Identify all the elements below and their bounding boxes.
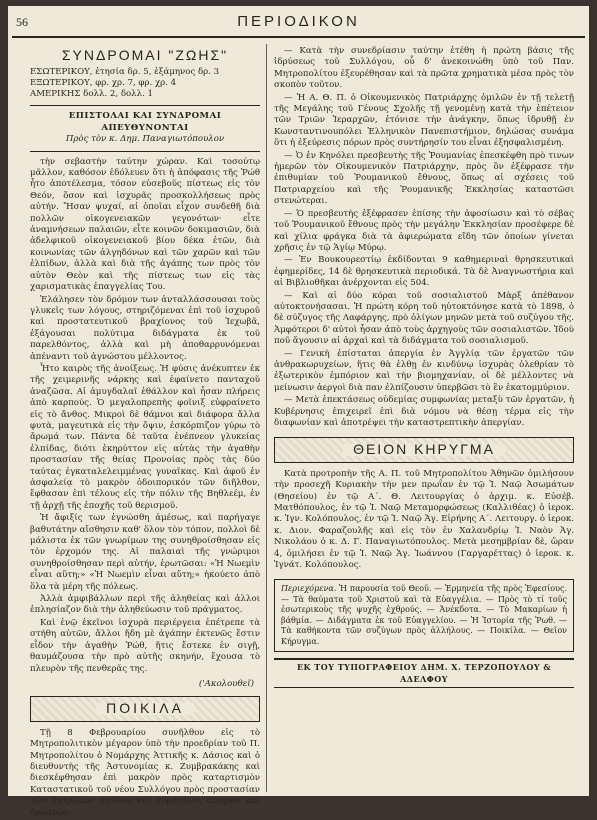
article-paragraph: Καὶ ἐνῷ ἐκεῖνοι ἰσχυρὰ περιέργεια ἐπέτρεπε τὰ στήθη αὐτῶν, ἄλλοι ἤδη μὲ ἀγάπην ἐκτενῶς ἔστιν εἶδον τὴν ἀγαθὴν Ῥώθ, ἥτις ἔστεκε ἐν σιγῇ, θαυμάζουσα τὴν πρὸ αὐτῆς σκηνήν, ἔχουσα τὸ πλευρὸν τῆς πενθερᾶς της. <box>30 617 260 674</box>
news-item: — Γενικὴ ἐπίσταται ἀπεργία ἐν Ἀγγλίᾳ τῶν ἐργατῶν τῶν ἀνθρακωρυχείων, ἥτις θὰ ἐλθῃ ἐν κινδύνῳ ἰσχυρὰς ὀλεθρίαν τὸ ἐξωτερικὸν ἐμπόριον καὶ τὴν βιομηχανίαν, οἱ δὲ μέλλοντες νὰ μείνωσιν ἀεργοὶ διὰ παν ἐλπίζουσιν ὑπερβῶσι τὸ ἓν ἑκατομμύριον. <box>274 348 574 393</box>
contents-list: Ἡ παρουσία τοῦ Θεοῦ. — Ἑρμηνεία τῆς πρὸς Ἐφεσίους. — Τὰ θαύματα τοῦ Χριστοῦ καὶ τὰ Εὐαγγέλια. — Πρὸς τὸ τί τοῦς ἐσωτερικοὺς τῆς ψυχῆς ἐχθρούς. — Ἀνέκδοτα. — Τὸ Μακαρίων ἡ βάθμία. — Διδάγματα ἐκ τοῦ Εὐαγγελίου. — Ἡ Ἱστορία τῆς Ῥωθ. — Τὰ καθήκοντα τῶν συζύγων πρὸς ἀλλήλους. — Ποικίλα. — Θεῖον Κήρυγμα. <box>281 584 568 646</box>
continued-note: ('Ακολουθεῖ) <box>198 678 254 689</box>
column-divider <box>266 44 267 792</box>
newspaper-page <box>8 6 589 818</box>
correspondence-heading: ΕΠΙΣΤΟΛΑΙ ΚΑΙ ΣΥΝΔΡΟΜΑΙ ΑΠΕΥΘΥΝΟΝΤΑΙ <box>68 111 222 133</box>
poikila-title: ΠΟΙΚΙΛΑ <box>96 703 194 714</box>
journal-title: ΠΕΡΙΟΔΙΚΟΝ <box>237 13 360 30</box>
contents-box <box>274 579 574 652</box>
rate-row: ΕΞΩΤΕΡΙΚΟΥ, φρ. χρ. 7, φρ. χρ. 4 <box>30 78 177 89</box>
poikila-banner <box>30 696 260 721</box>
news-item: — Ἡ Α. Θ. Π. ὁ Οἰκουμενικὸς Πατριάρχης ὁμιλῶν ἐν τῇ τελετῇ τῆς Μεγάλης τοῦ Γένους Σχολῆς τῇ γενομένῃ κατὰ τὴν ἐπέτειον τῶν Τριῶν Ἱεραρχῶν, ἐτόνισε τὴν ἀνάγκην, ὅπως ἱδρυθῇ ἐν Κωνσταντινουπόλει Ἑλληνικὸν Πανεπιστήμιον, δηλώσας συνάμα ὅτι ἡ ἐξεύρεσις πόρων πρὸς συντήρησίν του εἶναι ἐξησφαλισμένη. <box>274 92 574 149</box>
page-header <box>8 10 589 36</box>
section-rule <box>30 105 260 106</box>
kerygma-banner <box>274 437 574 462</box>
kerygma-paragraph: Κατὰ προτροπὴν τῆς Α. Π. τοῦ Μητροπολίτου Ἀθηνῶν ὁμιλήσουν τὴν προσεχῆ Κυριακὴν τὴν μεν πρωΐαν ἐν τῷ Ἱ. Ναῷ Ἀσωμάτων (Θησείου) ἐν τῷ Α΄. Θ. Λειτουργίας ὁ ἀρχιμ. κ. Εὐσέβ. Ματθόπουλος, ἐν τῷ Ἱ. Ναῷ Μεταμορφώσεως (Καλλιθέας) ὁ ἱεροκ. κ. Ἰγν. Κολόπουλος, ἐν τῷ Ἱ. Ναῷ Ἁγ. Εἰρήνης Α΄. Λειτουργ. ὁ ἱεροκ. κ. Διον. Φαραζουλῆς καὶ εἰς τὸν ἐν Χαλανδρίῳ Ἱ. Ναὸν Ἁγ. Νικολάου ὁ κ. Δ. Γ. Παναγιωτόπουλος. Μετὰ μεσημβρίαν δὲ, ὥραν 4, ὁμιλήσει ἐν τῷ Ἱ. Ναῷ Ἁγ. Ἰωάννου (Γαργαρέττας) ὁ ἱεροκ. κ. Ἰγνάτ. Κολόπουλος. <box>274 468 574 571</box>
news-item: — Ὁ ἐν Κηνόλει πρεσβευτὴς τῆς Ῥουμανίας ἐπεσκέφθη πρὸ τινων ἡμερῶν τὸν Οἰκουμενικὸν Πατριάρχην, πρὸς ὃν ἐξέφρασε τὴν ἐπιθυμίαν τοῦ Ῥουμανικοῦ ἔθνους, ὅπως αἱ σχέσεις τοῦ Πατριαρχείου καὶ τῆς Ῥουμανικῆς Ἐκκλησίας καταστῶσι στενώτεραι. <box>274 150 574 207</box>
page-number: 56 <box>16 15 28 29</box>
news-item: — Ὁ πρεσβευτὴς ἐξέφρασεν ἐπίσης τὴν ἀφοσίωσιν καὶ τὸ σέβας τοῦ Ῥουμανικοῦ ἔθνους πρὸς τὴν μεγάλην Ἐκκλησίαν προσέφερε δὲ καὶ χίλια φράγκα διὰ τὰ ἀφιερώματα εἴδη τῶν ὁποίων γίνεται χρῆσις ἐν τῷ Ἁγίῳ Μύρῳ. <box>274 208 574 253</box>
correspondence-addressee: Πρὸς τὸν κ. Δημ. Παναγιωτόπουλον <box>65 134 225 145</box>
article-paragraph: Ἀλλὰ ἀμφιβάλλων περὶ τῆς ἀληθείας καὶ ἀλλοι ἐπλησίαζον διὰ τὴν ἀληθεύωσιν τοῦ πράγματος. <box>30 594 260 616</box>
article-paragraph: τὴν σεβαστὴν ταύτην χώραν. Καὶ τοσούτῳ μᾶλλον, καθόσον ἐδόλευεν ὅτι ἡ ἀπόφασις τῆς Ῥώθ ἦτο ἀποτέλεσμα, τόσον εὐσεβοῦς πίστεως εἰς τὸν Θεόν, ὅσον καὶ ἰσχυρᾶς προσκολλήσεως πρὸς αὐτήν. Ἤσαν ψυχαί, αἱ ὁποῖαι εἶχον συνδεθῆ διὰ πολλῶν οἰκογενειακῶν γεγονότων· εἶτε ἀναμνήσεων παλαιῶν, εἶτε κοινῶν δοκιμασιῶν, διὰ ἀδελφικοῦ οἰκογενειακοῦ βίου δέκα ἐτῶν, διὰ κοινωνίας τῶν ἀλγηδόνων καὶ τῶν χαρῶν καὶ τῶν ἐλπίδων, ἀλλὰ καὶ διὰ τῆς ἀγάπης των πρὸς τὸν αὐτὸν Θεὸν καὶ τῆς πίστεως των εἰς τὰς χαρισματικὰς ἐπαγγελίας Του. <box>30 156 260 293</box>
subscriptions-banner: ΣΥΝΔΡΟΜΑΙ "ΖΩΗΣ" <box>61 47 229 63</box>
news-item: — Ἐν Βουκουρεστίῳ ἐκδίδονται 9 καθημεριναὶ θρησκευτικαὶ ἐφημερίδες, 14 δὲ θρησκευτικὰ περιοδικά. Τὰ δὲ Ἀναγνωστήρια καὶ αἱ Βιβλιοθῆκαι ἀνέρχονται εἰς 504. <box>274 255 574 289</box>
right-column <box>274 46 574 688</box>
news-item: — Μετὰ ἐπεκτάσεως οὐδεμίας συμφωνίας μεταξὺ τῶν ἐργατῶν, ἡ Κυβέρνησις ἐπιχειρεῖ ἐπὶ διὰ νόμου νὰ θέσῃ τέρμα εἰς τὴν διαφωνίαν καὶ ἀποτρέψει τὴν καταστρεπτικὴν ἀπεργίαν. <box>274 395 574 428</box>
article-paragraph: Ἐλάλησεν τὸν δρόμον των ἀνταλλάσσουσαι τοὺς γλυκεῖς των λόγους, στηριζόμεναι ἐπὶ τοῦ ἰσχυροῦ καὶ προστατευτικοῦ βραχίονος τοῦ Ἰεχωβᾶ, ἐξάγουσαι πολύτιμα διδάγματα ἐκ τοῦ παρελθόντος, ἀλλὰ καὶ μὴ ἀποθαρρυνόμεναι ἀπέναντι τοῦ ἀγνώστου μέλλοντος. <box>30 294 260 362</box>
news-item: — Κατὰ τὴν συνεδρίασιν ταύτην ἐτέθη ἡ πρώτη βάσις τῆς ἱδρύσεως τοῦ Συλλόγου, οὗ δ' ἀνεκοινώθη ὑπὸ τοῦ Παν. Μητροπολίτου ἐξευρέθησαν καὶ τὰ πρῶτα χρηματικὰ μέσα πρὸς τὸν σκοπὸν τοῦτον. <box>274 46 574 91</box>
printer-imprint: ΕΚ ΤΟΥ ΤΥΠΟΓΡΑΦΕΙΟΥ ΔΗΜ. Χ. ΤΕΡΖΟΠΟΥΛΟΥ & ΑΔΕΛΦΟΥ <box>274 658 574 688</box>
news-item: — Καὶ αἱ δύο κόραι τοῦ σοσιαλιστοῦ Μὰρξ ἀπέθανον αὐτοκτονήσασαι. Ἡ πρώτη κόρη τοῦ ηὐτοκτόνησε κατὰ τὸ 1898, ὁ δὲ σύζυγος τῆς Λαφάργης, πρὸ ὀλίγων μηνῶν μετὰ τοῦ συζύγου τῆς. Ἀμφότεροι δ' αὐτοὶ ἦσαν ἀπὸ τοὺς ἀρχηγοὺς τῶν σοσιαλιστῶν. Ἰδοὺ ποῦ ἄγουσιν αἱ ἀρχαὶ καὶ τὰ διδάγματα τοῦ σοσιαλισμοῦ. <box>274 290 574 347</box>
rate-row: ΑΜΕΡΙΚΗΣ δολλ. 2, δολλ. 1 <box>30 89 153 100</box>
article-paragraph: Ἦτο καιρὸς τῆς ἀνοίξεως. Ἡ φύσις ἀνέκυπτεν ἐκ τῆς χειμερινῆς νάρκης καὶ ἐφαίνετο πανταχοῦ ἀναζῶσα. Αἱ ἀμυγδαλαῖ ἐθάλλον καὶ ἦσαν πλήρεις ἀπὸ καρπούς. Ὁ μεγαλοπρεπὴς φοῖνιξ εὐφραίνετο εἰς τὸ ἄνθος. Μικροὶ δὲ θάμνοι καὶ διάφορα ἄλλα φυτὰ, μαγευτικὰ εἰς τὴν ὄψιν, ἐσκόρπιζον γύρω τὸ ἄρωμά των. Πάντα δὲ ταῦτα ἐνέπνεον γλυκείας ἐλπίδας, διότι ἐκηρύττον εἰς αὐτὰς τὴν ἀγαθὴν προστασίαν τῆς θείας Προνοίας πρὸς τὰς δύο ταύτας ἐγκαταλελειμμένας γυναῖκας. Καὶ ἀφοῦ ἐν ἀσφαλείᾳ τὸ μακρὸν ὁδοιπορικόν τῶν διῆλθον, ἔφθασαν ἐπὶ τέλους εἰς τὴν πόλιν τῆς Βηθλεέμ, ἐν τῇ ἀρχῇ τῆς ἐποχῆς τοῦ θερισμοῦ. <box>30 363 260 511</box>
article-paragraph: Ἡ ἄφιξίς των ἐγνώσθη ἀμέσως, καὶ παρήγαγε βαθυτάτην αἴσθησιν καθ' ὅλον τὸν τόπον, πολλοὶ δὲ μάλιστα ἐκ τῶν γνωρίμων της συνηθροίσθησαν εἰς τὸν ἐρχομόν της. Αἱ παλαιαὶ τῆς γνώριμοι συνηθροίσθησαν περὶ αὐτήν, ἐρωτῶσαι: «Ἡ Νωεμὶν εἶναι αὕτη;» «Ἡ Νωεμὶν εἶναι αὕτη;» ἠκούετο ἀπὸ ὅλα τὰ μέρη τῆς πόλεως. <box>30 513 260 592</box>
subscription-rates <box>30 67 260 100</box>
section-rule <box>30 151 260 152</box>
contents-title: Περιεχόμενα. <box>281 584 337 594</box>
kerygma-title: ΘΕΙΟΝ ΚΗΡΥΓΜΑ <box>343 444 505 455</box>
header-rule <box>12 36 585 38</box>
rate-row: ΕΣΩΤΕΡΙΚΟΥ, ἐτησία δρ. 5, ἑξάμηνος δρ. 3 <box>30 67 220 78</box>
poikila-paragraph: Τῇ 8 Φεβρουαρίου συνῆλθον εἰς τὸ Μητροπολιτικὸν μέγαρον ὑπὸ τὴν προεδρίαν τοῦ Π. Μητροπολίτου ὁ Νομάρχης Ἀττικῆς κ. Δάσιος καὶ ὁ διευθυντὴς τῆς Ἀστυνομίας κ. Ζυμβρακάκης καὶ διεσκέφθησαν ἐπὶ μακρὸν πρὸς καταρτισμὸν Καταστατικοῦ τοῦ νέου Συλλόγου πρὸς προστασίαν τῶν ἀνηλίκων παίδων καὶ κορασίων, ἀπόρων καὶ ὀρφανῶν. <box>30 727 260 818</box>
left-column <box>30 46 260 820</box>
